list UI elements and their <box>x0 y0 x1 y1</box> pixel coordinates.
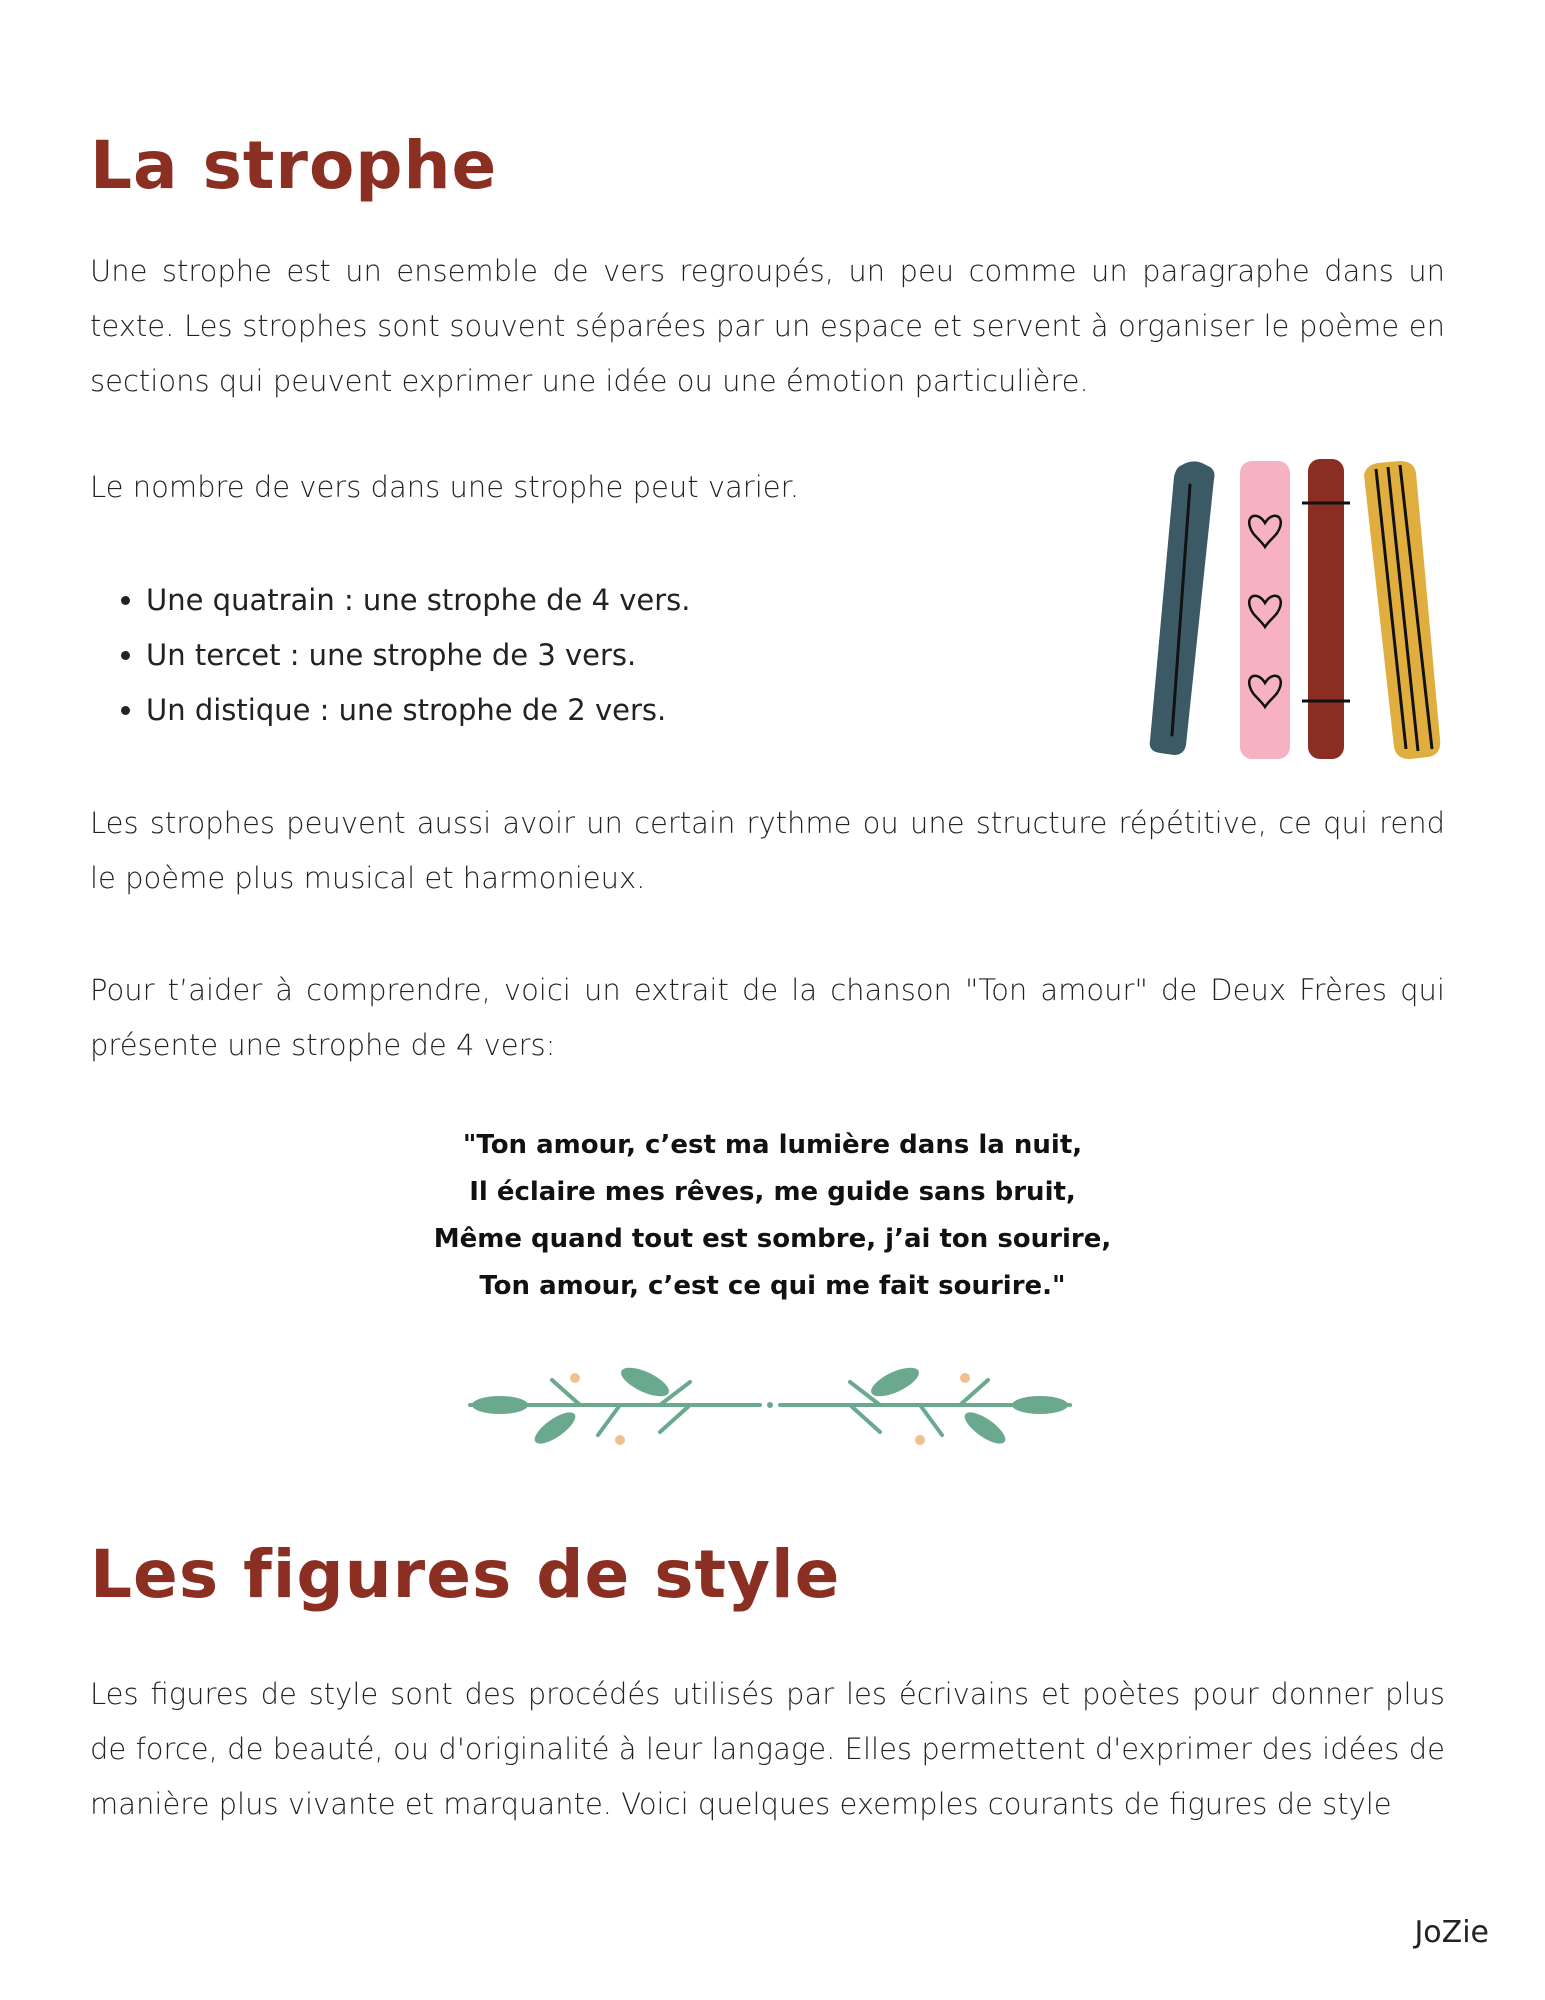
figures-intro-paragraph: Les figures de style sont des procédés utilisés par les écrivains et poètes pour donner plus de force, de beauté, ou d'originalité à leur langage. Elles permettent d'exprimer des idées de manière plus vivante et marquante. Voici quelques exemples courants de figures de style <box>90 1677 1445 1821</box>
rhythm-paragraph: Les strophes peuvent aussi avoir un certain rythme ou une structure répétitive, ce qui rend le poème plus musical et harmonieux. <box>90 806 1445 895</box>
teal-book-icon <box>1150 461 1215 755</box>
poem-line: Il éclaire mes rêves, me guide sans bruit, <box>469 1177 1076 1207</box>
section-title-strophe: La strophe <box>90 127 498 204</box>
poem-excerpt <box>0 1122 1545 1310</box>
poem-line: "Ton amour, c’est ma lumière dans la nuit, <box>462 1130 1083 1160</box>
books-illustration <box>1130 455 1470 765</box>
strophe-types-list <box>90 573 691 738</box>
list-item: • Un tercet : une strophe de 3 vers. <box>146 628 691 683</box>
list-item: • Une quatrain : une strophe de 4 vers. <box>146 573 691 628</box>
strophe-count-sentence: Le nombre de vers dans une strophe peut varier. <box>90 470 800 504</box>
author-signature: JoZie <box>1414 1915 1489 1950</box>
poem-line: Ton amour, c’est ce qui me fait sourire." <box>479 1271 1066 1301</box>
pink-book-icon <box>1240 461 1290 759</box>
yellow-book-icon <box>1364 461 1440 759</box>
section-title-figures: Les figures de style <box>90 1536 841 1613</box>
leafy-branch-divider <box>460 1360 1080 1450</box>
poem-line: Même quand tout est sombre, j’ai ton sourire, <box>433 1224 1112 1254</box>
list-item: • Un distique : une strophe de 2 vers. <box>146 683 691 738</box>
strophe-intro-paragraph: Une strophe est un ensemble de vers regroupés, un peu comme un paragraphe dans un texte. Les strophes sont souvent séparées par un espace et servent à organiser le poème en sections qui peuvent exprimer une idée ou une émotion particulière. <box>90 254 1445 398</box>
red-book-icon <box>1302 459 1350 759</box>
example-intro-paragraph: Pour t’aider à comprendre, voici un extrait de la chanson "Ton amour" de Deux Frères qui présente une strophe de 4 vers: <box>90 973 1445 1062</box>
